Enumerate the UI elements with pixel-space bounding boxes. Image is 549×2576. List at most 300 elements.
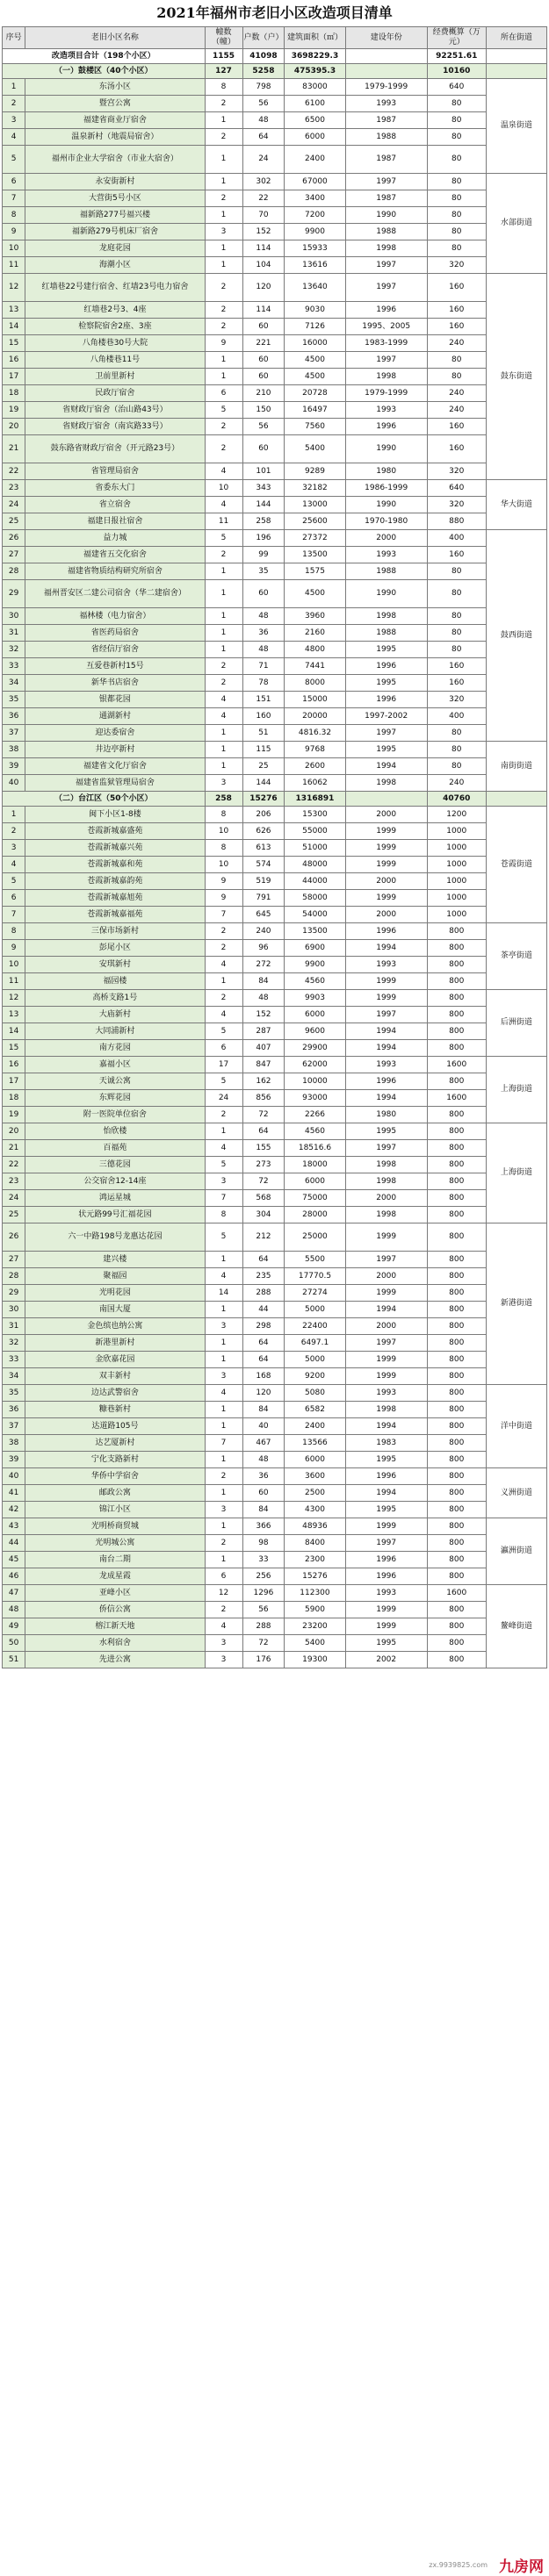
cell-households: 574 <box>242 857 285 873</box>
table-row <box>3 385 547 402</box>
cell-buildings: 4 <box>205 1007 242 1023</box>
cell-households: 519 <box>242 873 285 890</box>
cell-year: 1995 <box>345 742 427 758</box>
cell-buildings: 4 <box>205 463 242 480</box>
cell-seq: 28 <box>3 563 25 580</box>
table-row <box>3 1502 547 1518</box>
cell-households: 48 <box>242 608 285 625</box>
cell-name: 鸿运星城 <box>25 1190 205 1207</box>
cell-name: 光明桥商贸城 <box>25 1518 205 1535</box>
cell-name: 福建省商业厅宿舍 <box>25 112 205 129</box>
cell-area: 5500 <box>285 1252 345 1268</box>
cell-cost: 80 <box>427 112 486 129</box>
cell-households: 221 <box>242 335 285 352</box>
cell-cost: 1000 <box>427 823 486 840</box>
table-row <box>3 480 547 497</box>
table-row <box>3 1435 547 1452</box>
cell-seq: 20 <box>3 419 25 435</box>
cell-name: 三保市场新村 <box>25 923 205 940</box>
cell-area: 5900 <box>285 1602 345 1618</box>
header-seq: 序号 <box>3 27 25 49</box>
cell-name: 亚峰小区 <box>25 1585 205 1602</box>
cell-buildings: 5 <box>205 1073 242 1090</box>
table-row <box>3 1023 547 1040</box>
cell-cost: 800 <box>427 1435 486 1452</box>
table-row <box>3 530 547 547</box>
cell-households: 144 <box>242 497 285 513</box>
cell-buildings: 3 <box>205 1635 242 1652</box>
cell-cost: 640 <box>427 480 486 497</box>
cell-area: 2500 <box>285 1485 345 1502</box>
footer-url: zx.9939825.com <box>429 2561 488 2569</box>
cell-seq: 16 <box>3 352 25 369</box>
gulou-summary-row <box>3 64 547 79</box>
cell-cost: 800 <box>427 1040 486 1057</box>
cell-year: 1996 <box>345 658 427 675</box>
table-header <box>3 27 547 49</box>
cell-buildings: 4 <box>205 1140 242 1157</box>
cell-year: 1979-1999 <box>345 385 427 402</box>
table-row <box>3 335 547 352</box>
cell-area: 17770.5 <box>285 1268 345 1285</box>
cell-buildings: 4 <box>205 497 242 513</box>
cell-cost: 80 <box>427 190 486 207</box>
cell-year: 1997 <box>345 1535 427 1552</box>
cell-buildings: 12 <box>205 1585 242 1602</box>
cell-households: 101 <box>242 463 285 480</box>
cell-buildings: 1 <box>205 1518 242 1535</box>
cell-area: 15300 <box>285 807 345 823</box>
total-area: 3698229.3 <box>285 49 345 64</box>
cell-cost: 800 <box>427 1535 486 1552</box>
cell-year: 1998 <box>345 1402 427 1418</box>
footer <box>0 2554 549 2576</box>
cell-name: 龙成星霞 <box>25 1568 205 1585</box>
cell-seq: 38 <box>3 742 25 758</box>
cell-buildings: 1 <box>205 352 242 369</box>
cell-area: 4800 <box>285 642 345 658</box>
cell-name: 侨信公寓 <box>25 1602 205 1618</box>
cell-year: 1980 <box>345 463 427 480</box>
table-row <box>3 563 547 580</box>
table-row <box>3 675 547 692</box>
cell-cost: 1600 <box>427 1057 486 1073</box>
cell-households: 151 <box>242 692 285 708</box>
cell-area: 75000 <box>285 1190 345 1207</box>
cell-area: 51000 <box>285 840 345 857</box>
gulou-summary-cost: 10160 <box>427 64 486 79</box>
table-row <box>3 957 547 973</box>
cell-buildings: 2 <box>205 547 242 563</box>
cell-households: 235 <box>242 1268 285 1285</box>
cell-households: 72 <box>242 1635 285 1652</box>
header-area: 建筑面积（㎡） <box>285 27 345 49</box>
street-cell: 温泉街道 <box>486 79 546 174</box>
table-row <box>3 1318 547 1335</box>
table-row <box>3 224 547 240</box>
cell-buildings: 1 <box>205 742 242 758</box>
cell-households: 302 <box>242 174 285 190</box>
cell-name: 大营街5号小区 <box>25 190 205 207</box>
cell-year: 2000 <box>345 1318 427 1335</box>
gulou-summary-buildings: 127 <box>205 64 242 79</box>
cell-households: 273 <box>242 1157 285 1173</box>
cell-name: 水利宿舍 <box>25 1635 205 1652</box>
cell-year: 1987 <box>345 190 427 207</box>
table-row <box>3 1223 547 1252</box>
cell-year: 1993 <box>345 402 427 419</box>
cell-name: 省医药局宿舍 <box>25 625 205 642</box>
cell-cost: 80 <box>427 758 486 775</box>
cell-year: 1998 <box>345 240 427 257</box>
total-row <box>3 49 547 64</box>
gulou-summary-area: 475395.3 <box>285 64 345 79</box>
table-row <box>3 1652 547 1668</box>
header-cost: 经费概算（万元） <box>427 27 486 49</box>
cell-name: 八角楼巷11号 <box>25 352 205 369</box>
cell-buildings: 3 <box>205 1502 242 1518</box>
taijiang-summary-label: （二）台江区（50个小区） <box>3 792 206 807</box>
cell-year: 1998 <box>345 1207 427 1223</box>
cell-seq: 39 <box>3 758 25 775</box>
cell-cost: 800 <box>427 1173 486 1190</box>
cell-name: 建兴楼 <box>25 1252 205 1268</box>
cell-cost: 800 <box>427 1223 486 1252</box>
cell-name: 安琪新村 <box>25 957 205 973</box>
cell-area: 19300 <box>285 1652 345 1668</box>
cell-seq: 45 <box>3 1552 25 1568</box>
cell-cost: 800 <box>427 1452 486 1468</box>
cell-seq: 44 <box>3 1535 25 1552</box>
cell-buildings: 2 <box>205 419 242 435</box>
cell-name: 金色缤也纳公寓 <box>25 1318 205 1335</box>
cell-households: 176 <box>242 1652 285 1668</box>
cell-cost: 80 <box>427 369 486 385</box>
cell-seq: 1 <box>3 807 25 823</box>
cell-households: 56 <box>242 419 285 435</box>
cell-buildings: 3 <box>205 1318 242 1335</box>
cell-area: 6000 <box>285 129 345 146</box>
cell-seq: 17 <box>3 1073 25 1090</box>
cell-seq: 15 <box>3 1040 25 1057</box>
cell-cost: 400 <box>427 708 486 725</box>
cell-name: 福建日报社宿舍 <box>25 513 205 530</box>
gulou-summary-year <box>345 64 427 79</box>
table-row <box>3 1468 547 1485</box>
cell-cost: 160 <box>427 675 486 692</box>
cell-buildings: 24 <box>205 1090 242 1107</box>
table-row <box>3 1057 547 1073</box>
total-label: 改造项目合计（198个小区） <box>3 49 206 64</box>
cell-households: 407 <box>242 1040 285 1057</box>
cell-area: 4500 <box>285 352 345 369</box>
cell-seq: 19 <box>3 1107 25 1123</box>
cell-cost: 80 <box>427 224 486 240</box>
cell-seq: 8 <box>3 923 25 940</box>
cell-seq: 12 <box>3 990 25 1007</box>
cell-seq: 14 <box>3 1023 25 1040</box>
cell-year: 1994 <box>345 940 427 957</box>
cell-seq: 5 <box>3 873 25 890</box>
cell-seq: 35 <box>3 1385 25 1402</box>
cell-seq: 29 <box>3 580 25 608</box>
table-row <box>3 1618 547 1635</box>
cell-households: 645 <box>242 907 285 923</box>
cell-households: 272 <box>242 957 285 973</box>
cell-buildings: 2 <box>205 940 242 957</box>
cell-cost: 160 <box>427 302 486 319</box>
cell-name: 新华书店宿舍 <box>25 675 205 692</box>
cell-buildings: 2 <box>205 658 242 675</box>
cell-year: 1999 <box>345 857 427 873</box>
table-row <box>3 463 547 480</box>
cell-households: 25 <box>242 758 285 775</box>
cell-area: 55000 <box>285 823 345 840</box>
cell-buildings: 4 <box>205 708 242 725</box>
cell-name: 红墙巷2号3、4座 <box>25 302 205 319</box>
cell-area: 58000 <box>285 890 345 907</box>
cell-buildings: 6 <box>205 1568 242 1585</box>
cell-year: 1996 <box>345 1552 427 1568</box>
cell-name: 鼓东路省财政厅宿舍（开元路23号） <box>25 435 205 463</box>
cell-area: 7126 <box>285 319 345 335</box>
cell-seq: 42 <box>3 1502 25 1518</box>
cell-buildings: 1 <box>205 1552 242 1568</box>
cell-year: 1995、2005 <box>345 319 427 335</box>
cell-buildings: 1 <box>205 1252 242 1268</box>
cell-seq: 49 <box>3 1618 25 1635</box>
cell-seq: 51 <box>3 1652 25 1668</box>
cell-households: 304 <box>242 1207 285 1223</box>
cell-households: 467 <box>242 1435 285 1452</box>
table-row <box>3 1352 547 1368</box>
cell-buildings: 6 <box>205 1040 242 1057</box>
cell-area: 62000 <box>285 1057 345 1073</box>
cell-buildings: 2 <box>205 302 242 319</box>
cell-name: 苍霞新城嘉兴苑 <box>25 840 205 857</box>
cell-year: 1999 <box>345 1618 427 1635</box>
cell-seq: 31 <box>3 625 25 642</box>
cell-area: 27372 <box>285 530 345 547</box>
cell-year: 1993 <box>345 547 427 563</box>
cell-cost: 800 <box>427 1318 486 1335</box>
cell-area: 15933 <box>285 240 345 257</box>
cell-year: 1979-1999 <box>345 79 427 96</box>
cell-year: 1998 <box>345 775 427 792</box>
cell-seq: 30 <box>3 608 25 625</box>
total-cost: 92251.61 <box>427 49 486 64</box>
cell-area: 25000 <box>285 1223 345 1252</box>
cell-seq: 23 <box>3 1173 25 1190</box>
cell-households: 48 <box>242 990 285 1007</box>
cell-area: 3600 <box>285 1468 345 1485</box>
cell-cost: 1000 <box>427 857 486 873</box>
cell-name: 省财政厅宿舍（南宾路33号） <box>25 419 205 435</box>
cell-buildings: 2 <box>205 319 242 335</box>
cell-area: 13500 <box>285 923 345 940</box>
cell-year: 1995 <box>345 1502 427 1518</box>
cell-area: 5000 <box>285 1352 345 1368</box>
table-row <box>3 940 547 957</box>
cell-seq: 29 <box>3 1285 25 1302</box>
cell-name: 福州晋安区二建公司宿舍（华二建宿舍） <box>25 580 205 608</box>
table-row <box>3 1090 547 1107</box>
table-row <box>3 1207 547 1223</box>
table-row <box>3 497 547 513</box>
cell-year: 1995 <box>345 1635 427 1652</box>
cell-buildings: 1 <box>205 725 242 742</box>
cell-year: 1999 <box>345 1285 427 1302</box>
cell-name: 天诚公寓 <box>25 1073 205 1090</box>
cell-name: 卫前里新村 <box>25 369 205 385</box>
cell-year: 2000 <box>345 907 427 923</box>
cell-year: 1999 <box>345 840 427 857</box>
street-cell: 茶亭街道 <box>486 923 546 990</box>
cell-name: 龙庭花园 <box>25 240 205 257</box>
cell-seq: 18 <box>3 385 25 402</box>
cell-year: 1993 <box>345 96 427 112</box>
cell-year: 1994 <box>345 1418 427 1435</box>
cell-cost: 800 <box>427 1252 486 1268</box>
cell-cost: 240 <box>427 385 486 402</box>
cell-area: 48936 <box>285 1518 345 1535</box>
cell-buildings: 3 <box>205 1368 242 1385</box>
cell-buildings: 9 <box>205 890 242 907</box>
cell-name: 边达武警宿舍 <box>25 1385 205 1402</box>
cell-seq: 26 <box>3 1223 25 1252</box>
cell-buildings: 14 <box>205 1285 242 1302</box>
cell-name: 榕江新天地 <box>25 1618 205 1635</box>
cell-buildings: 7 <box>205 907 242 923</box>
table-row <box>3 1585 547 1602</box>
cell-seq: 40 <box>3 775 25 792</box>
cell-name: 福建省五交化宿舍 <box>25 547 205 563</box>
cell-name: 聚福园 <box>25 1268 205 1285</box>
cell-name: 八角楼巷30号大院 <box>25 335 205 352</box>
cell-buildings: 8 <box>205 840 242 857</box>
cell-year: 1997 <box>345 352 427 369</box>
cell-households: 60 <box>242 319 285 335</box>
table-row <box>3 79 547 96</box>
cell-area: 16062 <box>285 775 345 792</box>
cell-households: 115 <box>242 742 285 758</box>
cell-area: 6100 <box>285 96 345 112</box>
cell-cost: 80 <box>427 742 486 758</box>
cell-year: 1995 <box>345 1123 427 1140</box>
cell-seq: 21 <box>3 435 25 463</box>
cell-area: 9768 <box>285 742 345 758</box>
cell-buildings: 3 <box>205 1173 242 1190</box>
table-row <box>3 1452 547 1468</box>
cell-name: 邮政公寓 <box>25 1485 205 1502</box>
cell-buildings: 1 <box>205 563 242 580</box>
cell-households: 791 <box>242 890 285 907</box>
cell-area: 10000 <box>285 1073 345 1090</box>
cell-name: 省经信厅宿舍 <box>25 642 205 658</box>
cell-area: 25600 <box>285 513 345 530</box>
cell-buildings: 10 <box>205 480 242 497</box>
cell-year: 1986-1999 <box>345 480 427 497</box>
cell-buildings: 5 <box>205 1023 242 1040</box>
cell-name: 福新路279号机床厂宿舍 <box>25 224 205 240</box>
cell-cost: 160 <box>427 435 486 463</box>
table-row <box>3 990 547 1007</box>
table-row <box>3 419 547 435</box>
cell-year: 1996 <box>345 1468 427 1485</box>
total-households: 41098 <box>242 49 285 64</box>
cell-cost: 800 <box>427 1652 486 1668</box>
cell-households: 64 <box>242 1252 285 1268</box>
cell-seq: 27 <box>3 1252 25 1268</box>
cell-name: 银都花园 <box>25 692 205 708</box>
cell-name: 金欣嘉花园 <box>25 1352 205 1368</box>
cell-cost: 800 <box>427 1485 486 1502</box>
cell-households: 626 <box>242 823 285 840</box>
cell-cost: 800 <box>427 957 486 973</box>
cell-name: 益力城 <box>25 530 205 547</box>
cell-seq: 4 <box>3 857 25 873</box>
cell-seq: 33 <box>3 658 25 675</box>
cell-area: 44000 <box>285 873 345 890</box>
table-row <box>3 1368 547 1385</box>
cell-year: 2000 <box>345 1268 427 1285</box>
table-row <box>3 1402 547 1418</box>
cell-cost: 800 <box>427 1602 486 1618</box>
table-row <box>3 840 547 857</box>
cell-households: 33 <box>242 1552 285 1568</box>
cell-cost: 80 <box>427 146 486 174</box>
cell-households: 60 <box>242 369 285 385</box>
cell-year: 1997 <box>345 274 427 302</box>
cell-households: 114 <box>242 302 285 319</box>
cell-seq: 41 <box>3 1485 25 1502</box>
cell-households: 71 <box>242 658 285 675</box>
street-cell: 鳌峰街道 <box>486 1585 546 1668</box>
cell-name: 新港里新村 <box>25 1335 205 1352</box>
cell-seq: 18 <box>3 1090 25 1107</box>
cell-seq: 24 <box>3 497 25 513</box>
cell-area: 9600 <box>285 1023 345 1040</box>
cell-year: 1999 <box>345 890 427 907</box>
cell-households: 40 <box>242 1418 285 1435</box>
cell-seq: 40 <box>3 1468 25 1485</box>
site-logo: 九房网 <box>499 2558 544 2576</box>
cell-households: 196 <box>242 530 285 547</box>
cell-area: 5400 <box>285 1635 345 1652</box>
cell-cost: 80 <box>427 625 486 642</box>
cell-seq: 48 <box>3 1602 25 1618</box>
street-cell: 苍霞街道 <box>486 807 546 923</box>
cell-buildings: 2 <box>205 274 242 302</box>
cell-year: 1997 <box>345 725 427 742</box>
cell-name: 福园楼 <box>25 973 205 990</box>
cell-seq: 7 <box>3 190 25 207</box>
cell-buildings: 1 <box>205 369 242 385</box>
cell-seq: 39 <box>3 1452 25 1468</box>
cell-name: 大同浦新村 <box>25 1023 205 1040</box>
cell-buildings: 2 <box>205 129 242 146</box>
cell-cost: 1600 <box>427 1090 486 1107</box>
table-row <box>3 1552 547 1568</box>
cell-name: 闽下小区1-8楼 <box>25 807 205 823</box>
table-row <box>3 1385 547 1402</box>
cell-cost: 1000 <box>427 890 486 907</box>
table-row <box>3 807 547 823</box>
cell-year: 1998 <box>345 369 427 385</box>
table-row <box>3 1602 547 1618</box>
cell-households: 155 <box>242 1140 285 1157</box>
table-row <box>3 580 547 608</box>
